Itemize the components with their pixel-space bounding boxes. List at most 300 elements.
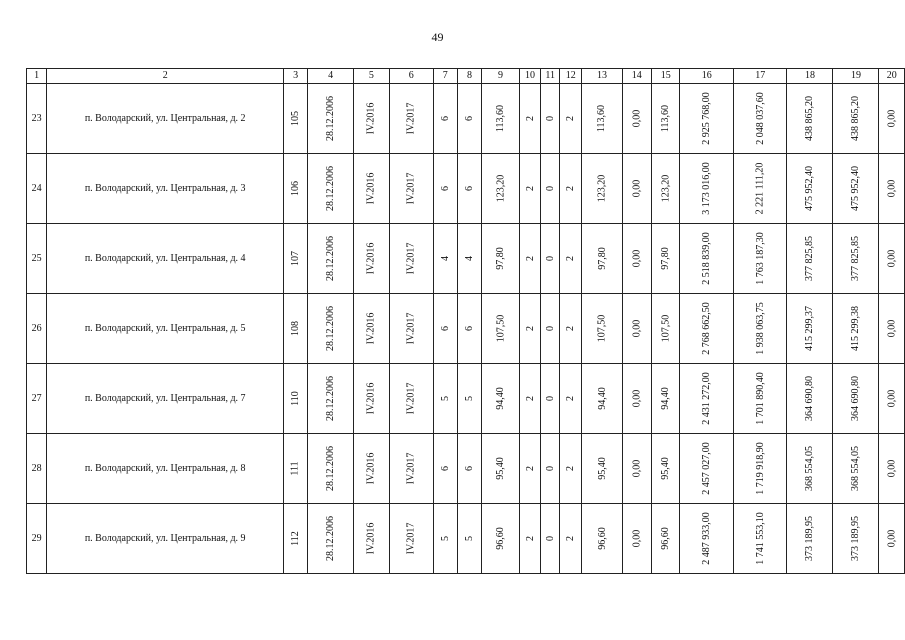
cell-col-18 [787,294,833,364]
cell-value: 0,00 [631,319,643,338]
cell-col-19 [833,294,879,364]
cell-value: 0,00 [631,389,643,408]
cell-col-10 [519,154,541,224]
cell-col-1 [27,154,47,224]
cell-col-8 [457,294,482,364]
cell-value: 6 [463,326,475,331]
cell-value: 28.12.2006 [325,96,337,141]
cell-value: IV.2017 [405,312,417,345]
cell-value: 5 [439,396,451,401]
address-text: п. Володарский, ул. Центральная, д. 9 [84,533,246,544]
cell-col-11 [541,154,560,224]
cell-value: 0,00 [886,249,898,268]
cell-value: 0,00 [886,389,898,408]
cell-col-7 [433,224,457,294]
cell-col-1 [27,84,47,154]
cell-col-8 [457,434,482,504]
cell-col-1 [27,504,47,574]
cell-value: 0 [544,326,556,331]
cell-value: 2 [565,466,577,471]
cell-value: 123,20 [660,174,672,203]
column-number: 12 [560,69,582,84]
cell-col-2 [47,364,284,434]
cell-col-15 [651,434,680,504]
cell-value: 0 [544,116,556,121]
cell-value: IV.2017 [405,102,417,135]
cell-value: 438 865,20 [850,96,862,141]
cell-value: 96,60 [660,527,672,550]
cell-value: 2 [524,116,536,121]
cell-col-11 [541,84,560,154]
cell-value: 25 [31,253,42,264]
cell-value: 475 952,40 [804,166,816,211]
cell-col-4 [308,154,354,224]
cell-col-18 [787,364,833,434]
cell-col-15 [651,224,680,294]
cell-value: 0,00 [631,459,643,478]
cell-value: 377 825,85 [804,236,816,281]
cell-col-1 [27,434,47,504]
cell-col-7 [433,504,457,574]
table-row [27,504,905,574]
cell-value: 2 925 768,00 [701,92,713,145]
cell-value: 5 [463,536,475,541]
cell-col-5 [354,504,390,574]
address-text: п. Володарский, ул. Центральная, д. 2 [84,113,246,124]
cell-value: 0 [544,256,556,261]
cell-value: 94,40 [596,387,608,410]
cell-value: 2 [524,326,536,331]
column-number: 10 [519,69,541,84]
column-number: 16 [680,69,734,84]
cell-value: 2 768 662,50 [701,302,713,355]
cell-value: IV.2016 [365,312,377,345]
cell-col-12 [560,154,582,224]
cell-value: 2 [565,536,577,541]
cell-col-7 [433,364,457,434]
cell-value: 0,00 [631,179,643,198]
table-row [27,434,905,504]
cell-col-2 [47,154,284,224]
cell-col-16 [680,224,734,294]
cell-value: 106 [290,181,302,196]
cell-value: 2 [565,186,577,191]
cell-value: 113,60 [596,104,608,133]
table-body [27,69,905,574]
address-text: п. Володарский, ул. Центральная, д. 5 [84,323,246,334]
column-number: 5 [354,69,390,84]
cell-value: 5 [463,396,475,401]
cell-col-2 [47,224,284,294]
cell-col-16 [680,84,734,154]
cell-value: IV.2017 [405,242,417,275]
cell-value: 1 938 063,75 [754,302,766,355]
cell-col-10 [519,84,541,154]
cell-col-3 [284,294,308,364]
cell-value: 28.12.2006 [325,236,337,281]
column-number: 6 [389,69,433,84]
cell-value: IV.2016 [365,522,377,555]
cell-value: 95,40 [596,457,608,480]
cell-value: 2 [524,256,536,261]
cell-value: 0,00 [886,179,898,198]
cell-value: 415 299,38 [850,306,862,351]
cell-value: 2 [524,466,536,471]
cell-value: 107 [290,251,302,266]
column-number: 4 [308,69,354,84]
cell-col-5 [354,294,390,364]
cell-col-19 [833,434,879,504]
cell-value: 438 865,20 [804,96,816,141]
cell-col-7 [433,434,457,504]
cell-value: 2 [565,116,577,121]
cell-value: 2 487 933,00 [701,512,713,565]
cell-value: 27 [31,393,42,404]
cell-value: 0,00 [886,459,898,478]
cell-value: IV.2016 [365,172,377,205]
cell-col-5 [354,84,390,154]
cell-col-13 [582,364,622,434]
cell-col-4 [308,294,354,364]
cell-col-10 [519,224,541,294]
cell-col-20 [879,294,905,364]
cell-value: 2 [565,326,577,331]
cell-col-4 [308,504,354,574]
column-number: 19 [833,69,879,84]
column-number: 11 [541,69,560,84]
cell-col-10 [519,294,541,364]
cell-value: 28.12.2006 [325,306,337,351]
cell-value: 4 [439,256,451,261]
cell-col-4 [308,224,354,294]
cell-value: 113,60 [494,104,506,133]
cell-col-11 [541,224,560,294]
cell-col-19 [833,154,879,224]
cell-col-16 [680,364,734,434]
cell-value: 1 741 553,10 [754,512,766,565]
cell-value: 2 [565,396,577,401]
cell-value: 368 554,05 [804,446,816,491]
cell-value: 2 [524,396,536,401]
cell-col-1 [27,294,47,364]
cell-value: 0,00 [631,529,643,548]
cell-value: 28.12.2006 [325,446,337,491]
cell-col-18 [787,154,833,224]
cell-value: 23 [31,113,42,124]
cell-value: 5 [439,536,451,541]
cell-value: 0 [544,466,556,471]
cell-col-17 [733,154,787,224]
cell-col-15 [651,364,680,434]
cell-value: 1 763 187,30 [754,232,766,285]
cell-value: 6 [439,186,451,191]
cell-value: 96,60 [596,527,608,550]
cell-col-3 [284,364,308,434]
page-number: 49 [431,30,444,44]
cell-value: 377 825,85 [850,236,862,281]
cell-col-6 [389,364,433,434]
cell-col-20 [879,434,905,504]
column-number: 2 [47,69,284,84]
cell-value: 28 [31,463,42,474]
cell-value: IV.2017 [405,452,417,485]
cell-col-17 [733,504,787,574]
cell-col-2 [47,504,284,574]
column-number: 9 [482,69,519,84]
column-number: 13 [582,69,622,84]
cell-value: 364 690,80 [804,376,816,421]
cell-value: 107,50 [494,314,506,343]
cell-value: 6 [439,116,451,121]
cell-value: 111 [290,461,302,476]
cell-value: 105 [290,111,302,126]
cell-col-4 [308,434,354,504]
cell-col-4 [308,364,354,434]
cell-col-9 [482,434,519,504]
cell-col-9 [482,364,519,434]
cell-col-11 [541,294,560,364]
cell-col-2 [47,434,284,504]
cell-value: 2 [565,256,577,261]
cell-col-1 [27,224,47,294]
cell-value: 94,40 [660,387,672,410]
cell-col-20 [879,84,905,154]
cell-col-15 [651,504,680,574]
table-row [27,224,905,294]
cell-col-10 [519,364,541,434]
cell-value: 123,20 [494,174,506,203]
cell-col-12 [560,364,582,434]
cell-value: 97,80 [660,247,672,270]
cell-value: 2 [524,186,536,191]
cell-value: 110 [290,391,302,406]
cell-col-6 [389,504,433,574]
cell-col-17 [733,224,787,294]
cell-col-17 [733,364,787,434]
cell-value: IV.2016 [365,382,377,415]
cell-value: 95,40 [494,457,506,480]
cell-col-12 [560,224,582,294]
cell-value: 26 [31,323,42,334]
cell-value: 94,40 [494,387,506,410]
cell-value: IV.2016 [365,242,377,275]
cell-value: 373 189,95 [804,516,816,561]
column-number: 20 [879,69,905,84]
cell-col-19 [833,364,879,434]
cell-col-8 [457,224,482,294]
cell-col-18 [787,434,833,504]
cell-value: 6 [439,326,451,331]
cell-col-13 [582,294,622,364]
cell-value: 2 457 027,00 [701,442,713,495]
cell-col-14 [622,294,651,364]
cell-value: 107,50 [596,314,608,343]
cell-col-20 [879,504,905,574]
cell-col-3 [284,84,308,154]
cell-col-13 [582,224,622,294]
data-table [26,68,905,574]
cell-col-19 [833,84,879,154]
cell-value: 6 [439,466,451,471]
cell-value: 97,80 [596,247,608,270]
cell-value: IV.2017 [405,172,417,205]
cell-col-9 [482,224,519,294]
cell-col-5 [354,154,390,224]
cell-value: 368 554,05 [850,446,862,491]
cell-col-1 [27,364,47,434]
cell-value: 97,80 [494,247,506,270]
cell-col-2 [47,294,284,364]
cell-value: 107,50 [660,314,672,343]
cell-value: 113,60 [660,104,672,133]
cell-col-20 [879,224,905,294]
cell-value: 0 [544,186,556,191]
cell-value: 28.12.2006 [325,376,337,421]
cell-col-7 [433,154,457,224]
cell-col-3 [284,504,308,574]
cell-col-19 [833,504,879,574]
cell-col-5 [354,364,390,434]
cell-col-8 [457,364,482,434]
cell-col-14 [622,154,651,224]
table-row [27,154,905,224]
column-number: 3 [284,69,308,84]
cell-col-8 [457,84,482,154]
cell-col-14 [622,84,651,154]
cell-value: 0,00 [886,529,898,548]
column-number: 18 [787,69,833,84]
cell-col-8 [457,504,482,574]
cell-col-16 [680,504,734,574]
column-number: 1 [27,69,47,84]
cell-col-11 [541,504,560,574]
cell-col-17 [733,434,787,504]
cell-col-12 [560,84,582,154]
cell-col-12 [560,504,582,574]
cell-value: 4 [463,256,475,261]
column-number: 15 [651,69,680,84]
cell-value: 0,00 [631,249,643,268]
cell-value: 3 173 016,00 [701,162,713,215]
cell-value: 28.12.2006 [325,166,337,211]
cell-col-5 [354,434,390,504]
cell-value: 2 221 111,20 [754,162,766,215]
cell-col-4 [308,84,354,154]
cell-value: 24 [31,183,42,194]
cell-col-12 [560,434,582,504]
cell-col-12 [560,294,582,364]
column-number: 14 [622,69,651,84]
cell-value: 373 189,95 [850,516,862,561]
cell-value: IV.2017 [405,522,417,555]
cell-value: 96,60 [494,527,506,550]
cell-value: 415 299,37 [804,306,816,351]
cell-value: 0 [544,536,556,541]
cell-col-5 [354,224,390,294]
cell-value: IV.2016 [365,102,377,135]
cell-col-13 [582,154,622,224]
column-number: 17 [733,69,787,84]
cell-value: 2 431 272,00 [701,372,713,425]
column-number: 8 [457,69,482,84]
cell-col-20 [879,364,905,434]
cell-value: 364 690,80 [850,376,862,421]
cell-col-16 [680,294,734,364]
cell-value: 95,40 [660,457,672,480]
cell-value: IV.2016 [365,452,377,485]
address-text: п. Володарский, ул. Центральная, д. 4 [84,253,246,264]
cell-value: 28.12.2006 [325,516,337,561]
cell-col-3 [284,434,308,504]
cell-col-14 [622,224,651,294]
cell-value: 0 [544,396,556,401]
cell-col-9 [482,504,519,574]
table-row [27,84,905,154]
cell-value: 6 [463,186,475,191]
cell-col-16 [680,434,734,504]
cell-col-14 [622,364,651,434]
cell-col-19 [833,224,879,294]
cell-value: 0,00 [631,109,643,128]
cell-col-14 [622,504,651,574]
cell-value: 2 048 037,60 [754,92,766,145]
cell-col-6 [389,154,433,224]
cell-col-14 [622,434,651,504]
cell-col-7 [433,294,457,364]
cell-col-13 [582,84,622,154]
column-number-row [27,69,905,84]
cell-col-20 [879,154,905,224]
cell-col-7 [433,84,457,154]
column-number: 7 [433,69,457,84]
cell-col-3 [284,224,308,294]
cell-col-16 [680,154,734,224]
cell-value: 6 [463,466,475,471]
cell-value: 0,00 [886,319,898,338]
cell-value: 108 [290,321,302,336]
cell-col-10 [519,434,541,504]
cell-col-6 [389,224,433,294]
cell-col-10 [519,504,541,574]
cell-col-17 [733,84,787,154]
cell-col-2 [47,84,284,154]
address-text: п. Володарский, ул. Центральная, д. 8 [84,463,246,474]
cell-col-15 [651,154,680,224]
cell-col-9 [482,294,519,364]
cell-col-13 [582,434,622,504]
cell-col-8 [457,154,482,224]
cell-value: 6 [463,116,475,121]
cell-value: IV.2017 [405,382,417,415]
cell-value: 29 [31,533,42,544]
cell-col-15 [651,84,680,154]
cell-col-3 [284,154,308,224]
cell-value: 2 [524,536,536,541]
cell-value: 2 518 839,00 [701,232,713,285]
table-row [27,294,905,364]
cell-col-6 [389,84,433,154]
cell-value: 1 719 918,90 [754,442,766,495]
cell-col-17 [733,294,787,364]
cell-col-6 [389,294,433,364]
cell-value: 123,20 [596,174,608,203]
cell-col-13 [582,504,622,574]
cell-col-18 [787,224,833,294]
address-text: п. Володарский, ул. Центральная, д. 3 [84,183,246,194]
cell-col-15 [651,294,680,364]
cell-value: 112 [290,531,302,546]
cell-col-9 [482,84,519,154]
